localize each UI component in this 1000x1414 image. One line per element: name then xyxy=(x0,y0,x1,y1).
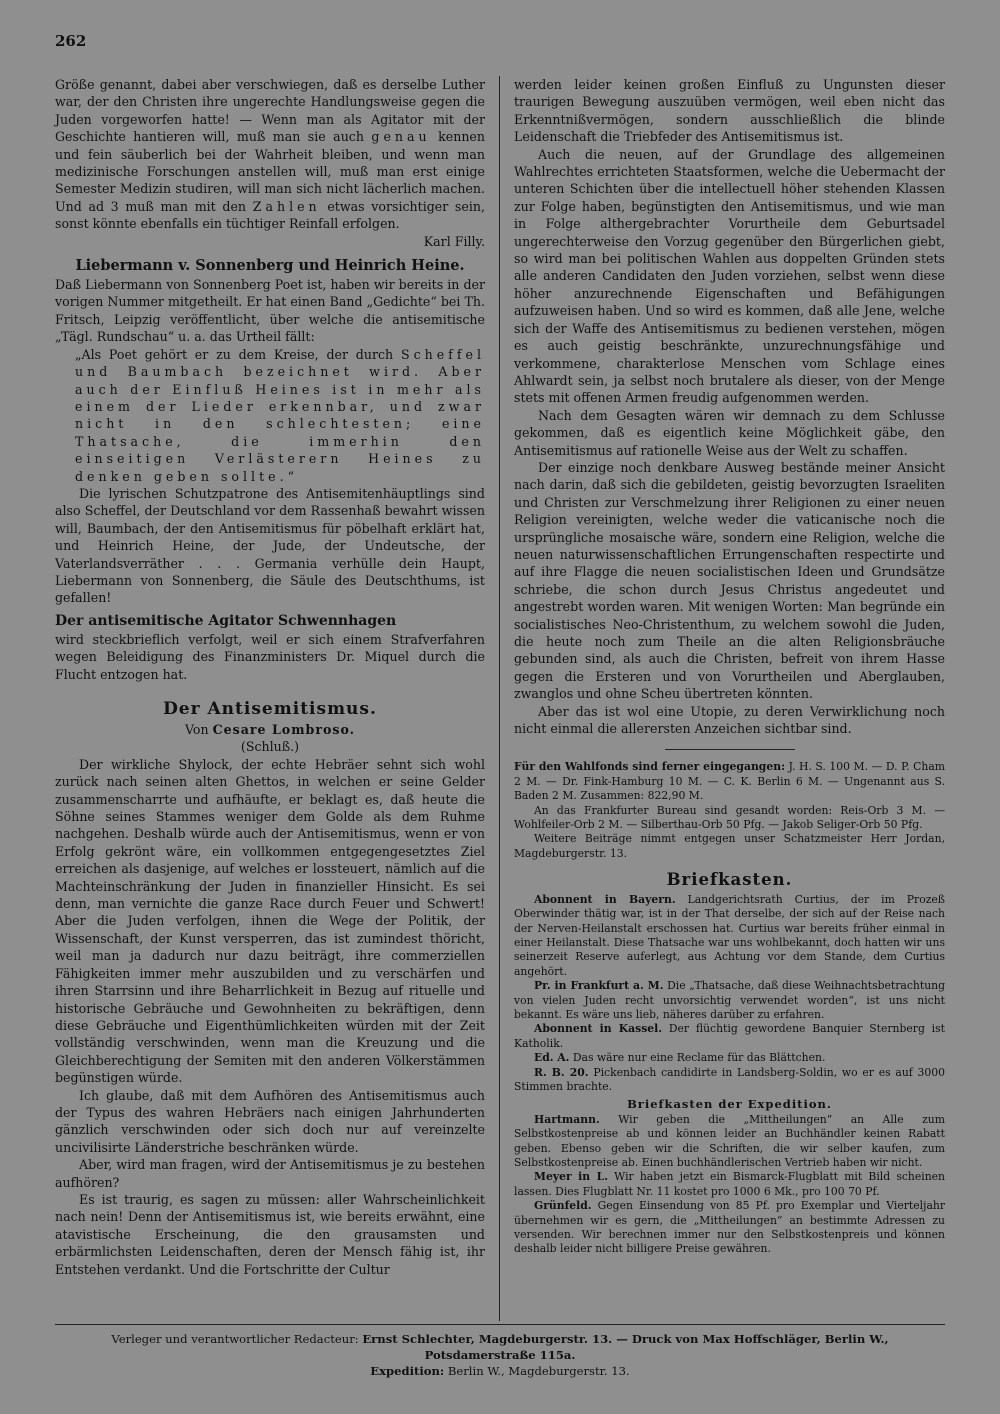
filly-text-a: Größe genannt, dabei aber verschwiegen, daß es derselbe Luther war, der den Christen ihre ungerechte Handlungsweise gegen die Juden vorgeworfen hatte! — Wenn man als Agitator mit der Geschichte hantieren will, muß man sie auch xyxy=(55,77,485,145)
heading-liebermann: Liebermann v. Sonnenberg und Heinrich Heine. xyxy=(75,257,465,275)
wahlfonds-weitere: Weitere Beiträge nimmt entgegen unser Schatzmeister Herr Jordan, Magdeburgerstr. 13. xyxy=(514,832,945,860)
wahlfonds-heading: Für den Wahlfonds sind ferner eingegangen: xyxy=(514,760,786,774)
liebermann-intro: Daß Liebermann von Sonnenberg Poet ist, haben wir bereits in der vorigen Nummer mitgetheilt. Er hat einen Band „Gedichte“ bei Th. Fritsch, Leipzig veröffentlicht, über welche die antisemitische „Tägl. Rundschau“ u. a. das Urtheil fällt: xyxy=(55,277,485,345)
entry-text: Die „Thatsache, daß diese Weihnachtsbetrachtung von vielen Juden recht unvorsichtig verwendet worden“, ist uns nicht bekannt. Es wäre uns lieb, näheres darüber zu erfahren. xyxy=(514,979,946,1021)
briefkasten-entry xyxy=(514,979,945,1022)
wahlfonds-frankfurt: An das Frankfurter Bureau sind gesandt worden: Reis-Orb 3 M. — Wohlfeiler-Orb 2 M. — Silberthau-Orb 50 Pfg. — Jakob Seliger-Orb 50 Pfg. xyxy=(514,803,945,832)
quote-spaced: Scheffel und Baumbach bezeichnet wird. Aber auch der Einfluß Heines ist in mehr als einem der Lieder erkennbar, und zwar nicht in den schlechtesten; eine Thatsache, die immerhin den einseitigen Verlästerern Heines zu denken geben sollte.“ xyxy=(75,346,485,484)
briefkasten-entry xyxy=(514,1113,945,1171)
briefkasten-entry xyxy=(514,1022,945,1051)
quote-start: „Als Poet gehört er zu dem Kreise, der durch xyxy=(75,346,394,362)
imprint-line-1 xyxy=(55,1331,945,1363)
byline-author: Cesare Lombroso. xyxy=(212,722,356,737)
filly-text-spaced2: Zahlen xyxy=(252,198,321,214)
entry-text: Gegen Einsendung von 85 Pf. pro Exemplar und Vierteljahr übernehmen wir es gern, die „Mittheilungen“ an bestimmte Adressen zu versenden. Wir berechnen immer nur den Selbstkostenpreis und können deshalb leider nicht billigere Preise gewähren. xyxy=(514,1199,946,1256)
article-paragraph-4: Es ist traurig, es sagen zu müssen: aller Wahrscheinlichkeit nach nein! Denn der Antisemitismus ist, wie bereits erwähnt, eine atavistische Erscheinung, die den grausamsten und erbärmlichsten Leidenschaften, deren der Mensch fähig ist, ihr Entstehen verdankt. Und die Fortschritte der Cultur xyxy=(55,1191,485,1277)
byline-sub: (Schluß.) xyxy=(240,739,300,755)
briefkasten-entry xyxy=(514,1066,945,1095)
briefkasten-expedition-heading: Briefkasten der Expedition. xyxy=(627,1097,832,1112)
briefkasten-title: Briefkasten. xyxy=(666,870,793,890)
entry-text: Pickenbach candidirte in Landsberg-Soldin, wo er es auf 3000 Stimmen brachte. xyxy=(514,1065,946,1093)
article-byline xyxy=(55,721,485,738)
filly-signature: Karl Filly. xyxy=(423,233,485,249)
imprint-publisher-label: Verleger und verantwortlicher Redacteur: xyxy=(111,1332,359,1346)
entry-name: Meyer in L. xyxy=(534,1170,608,1184)
liebermann-body: Die lyrischen Schutzpatrone des Antisemitenhäuptlings sind also Scheffel, der Deutschland vor dem Rassenhaß bewahrt wissen will, Baumbach, der den Antisemitismus für pöbelhaft erklärt hat, und Heinrich Heine, der Jude, der Undeutsche, der Vaterlandsverräther . . . Germania verhülle dein Haupt, Liebermann von Sonnenberg, die Säule des Deutschthums, ist gefallen! xyxy=(55,485,485,606)
article-paragraph-1: Der wirkliche Shylock, der echte Hebräer sehnt sich wohl zurück nach seinen alten Ghettos, in welchen er seine Gelder zusammenscharrte und aufhäufte, er beklagt es, daß heute die Söhne seines Stammes weniger dem Golde als dem Ruhme nachgehen. Deshalb würde auch der Antisemitismus, wenn er von Erfolg gekrönt wäre, ein vollkommen entgegengesetztes Ziel erreichen als dasjenige, auf welches er lossteuert, nämlich auf die Machteinschränkung der Juden in finanzieller Hinsicht. Es sei denn, man vernichte die ganze Race durch Feuer und Schwert! Aber die Juden verfolgen, ihnen die Wege der Politik, der Wissenschaft, der Kunst versperren, das ist zumindest thöricht, weil man ja dadurch nur dazu beiträgt, ihre commerziellen Fähigkeiten immer mehr auszubilden und zu verschärfen und ihren Starrsinn und ihre Beharrlichkeit in Bezug auf rituelle und historische Gebräuche und Gewohnheiten zu bekräftigen, denn diese Gebräuche und Eigenthümlichkeiten würden mit der Zeit vollständig verschwinden, wenn man die Kreuzung und die Gleichberechtigung der Semiten mit den anderen Völkerstämmen begünstigen würde. xyxy=(55,756,485,1086)
briefkasten-entries xyxy=(514,893,945,1257)
entry-text: Wir haben jetzt ein Bismarck-Flugblatt mit Bild scheinen lassen. Dies Flugblatt Nr. 11 kostet pro 1000 6 Mk., pro 100 70 Pf. xyxy=(514,1170,946,1198)
entry-text: Landgerichtsrath Curtius, der im Prozeß Oberwinder thätig war, ist in der That derselbe, der sich auf der Reise nach der Nerven-Heilanstalt erschossen hat. Curtius war bereits früher einmal in einer Heilanstalt. Diese Thatsache war uns wohlbekannt, doch hatten wir uns seinerzeit Reserve auferlegt, aus Achtung vor dem Stande, dem Curtius angehört. xyxy=(514,892,945,978)
article-continuation-3: Nach dem Gesagten wären wir demnach zu dem Schlusse gekommen, daß es eigentlich keine Möglichkeit gäbe, den Antisemitismus auf rationelle Weise aus der Welt zu schaffen. xyxy=(514,407,945,458)
imprint-footer xyxy=(55,1324,945,1379)
schwennhagen-body: wird steckbrieflich verfolgt, weil er sich einem Strafverfahren wegen Beleidigung des Finanzministers Dr. Miquel durch die Flucht entzogen hat. xyxy=(55,631,485,682)
article-paragraph-3: Aber, wird man fragen, wird der Antisemitismus je zu bestehen aufhören? xyxy=(55,1157,485,1190)
briefkasten-entry xyxy=(514,1199,945,1257)
byline-von: Von xyxy=(184,722,209,737)
entry-name: Ed. A. xyxy=(534,1051,570,1065)
section-rule xyxy=(665,749,795,750)
imprint-line-2 xyxy=(55,1363,945,1379)
entry-name: Grünfeld. xyxy=(534,1199,592,1213)
article-continuation-4: Der einzige noch denkbare Ausweg bestände meiner Ansicht nach darin, daß sich die gebildeten, geistig bevorzugten Israeliten und Christen zur Verschmelzung ihrer Religionen zu einer neuen Religion vereinigten, welche weder die vaticanische noch die ursprüngliche mosaische wäre, sondern eine Religion, welche die neuen naturwissenschaftlichen Errungenschaften respectirte und auf ihre Flagge die neuen socialistischen Ideen und Grundsätze schriebe, die schon durch Jesus Christus angedeutet und angestrebt worden waren. Mit wenigen Worten: Man begründe ein socialistisches Neo-Christenthum, zu welchem sowohl die Juden, die heute noch zum Theile an die alten Religionsbräuche gebunden sind, als auch die Christen, befreit von ihrem Hasse gegen die Ersteren und von Vorurtheilen und Aberglauben, zwanglos und ohne Scheu übertreten könnten. xyxy=(514,459,945,702)
entry-text: Der flüchtig gewordene Banquier Sternberg ist Katholik. xyxy=(514,1022,946,1050)
imprint-expedition-label: Expedition: xyxy=(370,1364,445,1378)
imprint-expedition: Berlin W., Magdeburgerstr. 13. xyxy=(447,1364,630,1378)
liebermann-quote xyxy=(55,346,485,485)
entry-name: Abonnent in Bayern. xyxy=(534,892,676,906)
wahlfonds-text xyxy=(514,760,945,803)
heading-schwennhagen: Der antisemitische Agitator Schwennhagen xyxy=(55,612,397,629)
right-column xyxy=(514,76,945,1257)
article-continuation-1: werden leider keinen großen Einfluß zu Ungunsten dieser traurigen Bewegung auszuüben vermögen, weil eben nicht das Erkenntnißvermögen, sondern ausschließlich die blinde Leidenschaft die Triebfeder des Antisemitismus ist. xyxy=(514,77,945,145)
entry-name: Pr. in Frankfurt a. M. xyxy=(534,979,664,993)
article-continuation-2: Auch die neuen, auf der Grundlage des allgemeinen Wahlrechtes errichteten Staatsformen, welche die Uebermacht der unteren Schichten über die intellectuell höher stehenden Klassen zur Folge haben, begünstigten den Antisemitismus, und wie man in Folge althergebrachter Vorurtheile dem Geburtsadel ungerechterweise den Vorzug gegenüber den Bürgerlichen giebt, so wird man bei politischen Wahlen aus doppelten Gründen stets alle anderen Candidaten den Juden vorziehen, selbst wenn diese höher anzurechnende Eigenschaften und Befähigungen aufzuweisen haben. Und so wird es kommen, daß alle Jene, welche sich der Waffe des Antisemitismus zu bedienen verstehen, mögen es auch geistig beschränkte, unzurechnungsfähige und verkommene, charakterlose Menschen vom Schlage eines Ahlwardt sein, ja selbst noch brutalere als dieser, von der Menge stets mit offenen Armen freudig aufgenommen werden. xyxy=(514,146,945,406)
wahlfonds-section xyxy=(514,760,945,861)
page-number: 262 xyxy=(55,32,87,50)
filly-text-c: etwas vorsichtiger sein, sonst könnte ebenfalls ein tüchtiger Reinfall erfolgen. xyxy=(55,198,485,232)
wahlfonds-list: J. H. S. 100 M. — D. P. Cham 2 M. — Dr. Fink-Hamburg 10 M. — C. K. Berlin 6 M. — Ungenannt aus S. Baden 2 M. Zusammen: 822,90 M. xyxy=(514,760,945,803)
article-filly-text xyxy=(55,76,485,233)
briefkasten-entry xyxy=(514,893,945,979)
column-divider xyxy=(499,76,500,1321)
entry-text: Wir geben die „Mittheilungen“ an Alle zum Selbstkostenpreise ab und können leider an Buchhändler keinen Rabatt geben. Ebenso geben wir die Schriften, die wir selber kaufen, zum Selbstkostenpreise ab. Einen buchhändlerischen Vertrieb haben wir nicht. xyxy=(514,1112,946,1169)
article-continuation-5: Aber das ist wol eine Utopie, zu deren Verwirklichung noch nicht einmal die allerersten Anzeichen sichtbar sind. xyxy=(514,703,945,737)
article-paragraph-2: Ich glaube, daß mit dem Aufhören des Antisemitismus auch der Typus des wahren Hebräers nach einigen Jahrhunderten gänzlich verschwinden oder sich doch nur auf vereinzelte uncivilisirte Länderstriche beschränken würde. xyxy=(55,1087,485,1155)
left-column xyxy=(55,76,485,1278)
filly-text-spaced: genau xyxy=(371,129,431,145)
entry-name: R. B. 20. xyxy=(534,1065,589,1079)
briefkasten-entry xyxy=(514,1170,945,1199)
entry-name: Hartmann. xyxy=(534,1112,600,1126)
entry-text: Das wäre nur eine Reclame für das Blättchen. xyxy=(572,1051,826,1065)
briefkasten-entry xyxy=(514,1051,945,1065)
filly-text-b: kennen und fein säuberlich bei der Wahrheit bleiben, und wenn man medizinische Forschungen anstellen will, muß man erst einige Semester Medizin studiren, will man sich nicht lächerlich machen. Und ad 3 muß man mit den xyxy=(55,129,485,214)
imprint-publisher: Ernst Schlechter, Magdeburgerstr. 13. — Druck von Max Hoffschläger, Berlin W., Potsdamerstraße 115a. xyxy=(362,1332,889,1362)
article-title: Der Antisemitismus. xyxy=(163,699,377,719)
entry-name: Abonnent in Kassel. xyxy=(534,1022,663,1036)
